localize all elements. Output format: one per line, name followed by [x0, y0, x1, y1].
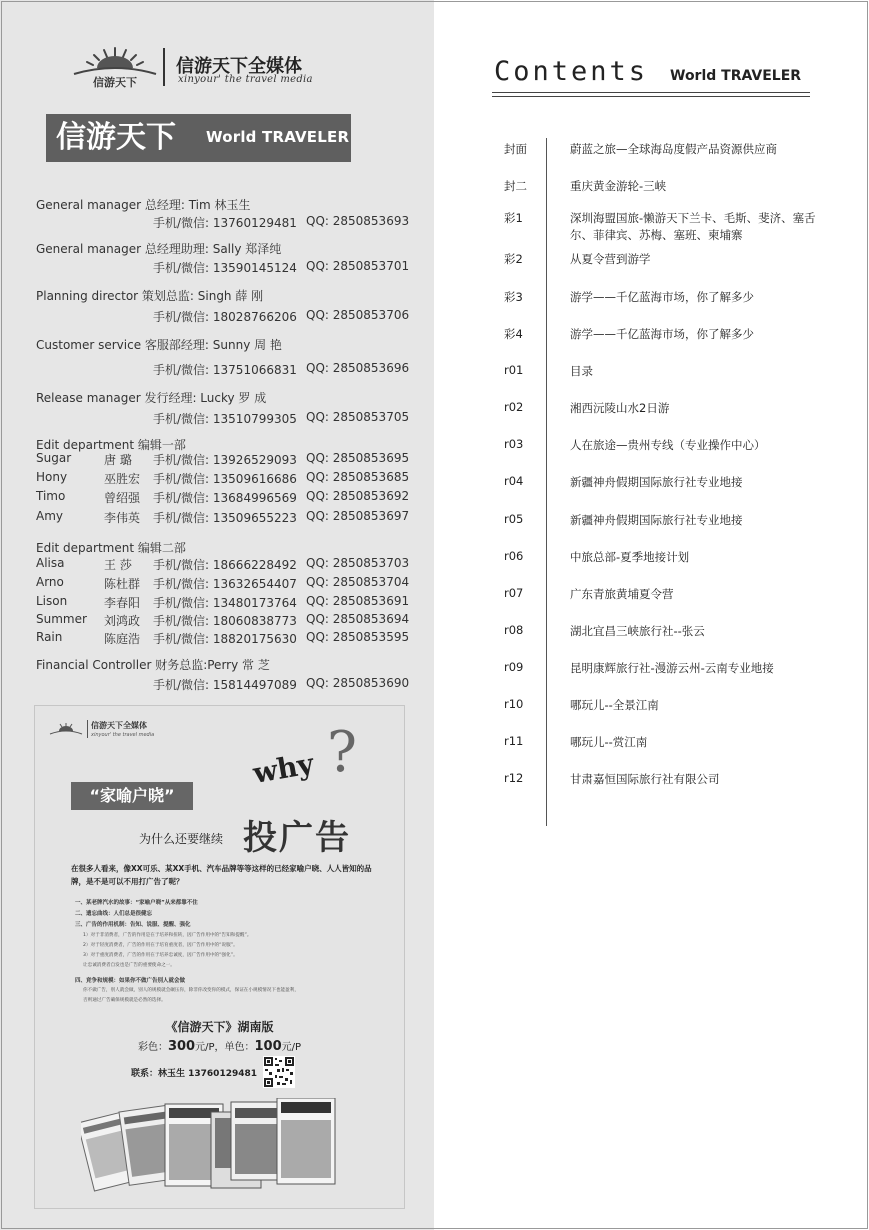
toc-title: 重庆黄金游轮-三峡 — [570, 179, 667, 193]
member-name-en: Alisa — [36, 556, 65, 570]
page-title: Contents — [494, 56, 649, 87]
toc-title: 广东青旅黄埔夏令营 — [570, 587, 674, 601]
ad-sub-point: 你不做广告，别人就会做，别人的规模就会碾压你，除非你改变你的模式，保证在小规模情况下也能盈利， — [83, 988, 299, 993]
member-name-en: Arno — [36, 575, 64, 589]
staff-phone: 手机/微信: 13760129481 — [153, 216, 297, 230]
toc-title: 甘肃嘉恒国际旅行社有限公司 — [570, 772, 720, 786]
member-name-en: Sugar — [36, 451, 72, 465]
staff-contact — [153, 214, 410, 231]
ad-brand-en: xinyour' the travel media — [91, 732, 155, 738]
member-qq: QQ: 2850853685 — [306, 470, 410, 484]
toc-title: 哪玩儿--赏江南 — [570, 735, 648, 749]
member-name-cn: 李伟英 — [104, 511, 141, 525]
member-qq: QQ: 2850853692 — [306, 489, 410, 503]
ad-sub-point: 2）对于轻度消费者，广告的作用在于培育重度者，因广告作用中的“说服”。 — [83, 943, 238, 948]
member-phone: 手机/微信: 18060838773 — [153, 614, 297, 628]
member-name-en: Hony — [36, 470, 68, 484]
toc-page-label: 封二 — [504, 179, 527, 193]
price-mono-value: 100 — [254, 1039, 282, 1054]
staff-role: Planning director 策划总监: Singh 薛 刚 — [36, 289, 264, 303]
ad-headline: 投广告 — [243, 818, 351, 858]
member-phone: 手机/微信: 13926529093 — [153, 453, 297, 467]
question-mark-icon: ? — [327, 720, 358, 785]
member-name-cn: 陈杜群 — [104, 577, 141, 591]
ad-magazine-name: 《信游天下》湖南版 — [165, 1020, 274, 1034]
toc-title: 蔚蓝之旅—全球海岛度假产品资源供应商 — [570, 142, 777, 156]
svg-text:信游天下: 信游天下 — [93, 76, 137, 89]
ad-why-text: why — [250, 746, 317, 791]
member-name-cn: 王 莎 — [104, 558, 132, 572]
toc-title: 新疆神舟假期国际旅行社专业地接 — [570, 475, 743, 489]
member-name-cn: 陈庭浩 — [104, 632, 141, 646]
ad-brand-cn: 信游天下全媒体 — [91, 721, 147, 730]
list-item — [36, 556, 416, 572]
staff-contact — [153, 308, 410, 325]
list-item — [36, 470, 416, 486]
toc-title: 哪玩儿--全景江南 — [570, 698, 659, 712]
toc-page-label: 彩2 — [504, 252, 523, 266]
staff-contact — [153, 676, 410, 693]
price-color-value: 300 — [167, 1039, 196, 1054]
toc-page-label: r05 — [504, 512, 524, 526]
qr-code-icon — [263, 1056, 295, 1088]
staff-qq: QQ: 2850853701 — [306, 259, 410, 273]
staff-phone: 手机/微信: 15814497089 — [153, 678, 297, 692]
toc-page-label: 彩1 — [504, 211, 523, 225]
ad-contact: 联系：林玉生 13760129481 — [131, 1069, 258, 1079]
staff-role: Release manager 发行经理: Lucky 罗 成 — [36, 391, 267, 405]
list-item — [36, 489, 416, 505]
staff-contact — [153, 410, 410, 427]
list-item — [36, 594, 416, 610]
staff-role: General manager 总经理助理: Sally 郑泽纯 — [36, 242, 282, 256]
dept-title: Edit department 编辑二部 — [36, 541, 186, 555]
banner-title-cn: 信游天下 — [56, 120, 176, 155]
divider — [492, 96, 810, 97]
price-unit: 元/P — [281, 1042, 302, 1053]
toc-title: 游学——千亿蓝海市场，你了解多少 — [570, 327, 754, 341]
ad-sub-point: 否则通过广告确保规模就是必然的选择。 — [83, 998, 166, 1003]
ad-sub-point: 3）对于重度消费者，广告的作用在于培养忠诚度，因广告作用中的“强化”。 — [83, 953, 238, 958]
ad-logo-divider — [87, 720, 88, 738]
toc-page-label: r11 — [504, 734, 524, 748]
member-name-cn: 曾绍强 — [104, 491, 141, 505]
ad-point: 二、遗忘曲线：人们总是很健忘 — [75, 911, 153, 917]
toc-page-label: r07 — [504, 586, 524, 600]
member-phone: 手机/微信: 13509655223 — [153, 511, 297, 525]
member-qq: QQ: 2850853694 — [306, 612, 410, 626]
ad-question: 为什么还要继续 — [139, 832, 224, 846]
price-unit: 元/P，单色： — [195, 1042, 255, 1053]
toc-title: 深圳海盟国旅-懒游天下兰卡、毛斯、斐济、塞舌尔、菲律宾、苏梅、塞班、柬埔寨 — [570, 211, 816, 242]
ad-slogan: “家喻户晓” — [71, 782, 193, 810]
member-name-en: Rain — [36, 630, 63, 644]
staff-role: Customer service 客服部经理: Sunny 周 艳 — [36, 338, 282, 352]
member-name-en: Summer — [36, 612, 87, 626]
staff-qq: QQ: 2850853705 — [306, 410, 410, 424]
sun-logo-icon — [49, 722, 83, 738]
title-banner — [46, 114, 351, 162]
toc-page-label: r12 — [504, 771, 524, 785]
staff-contact — [153, 361, 410, 378]
ad-point: 四、竞争和规模：如果你不做广告别人就会做 — [75, 978, 186, 984]
toc-page-label: r03 — [504, 437, 524, 451]
member-phone: 手机/微信: 13480173764 — [153, 596, 297, 610]
list-item — [36, 630, 416, 646]
toc-page-label: r08 — [504, 623, 524, 637]
staff-contact — [153, 259, 410, 276]
member-qq: QQ: 2850853704 — [306, 575, 410, 589]
staff-qq: QQ: 2850853696 — [306, 361, 410, 375]
staff-phone: 手机/微信: 18028766206 — [153, 310, 297, 324]
left-panel — [0, 0, 434, 1230]
member-qq: QQ: 2850853703 — [306, 556, 410, 570]
member-qq: QQ: 2850853691 — [306, 594, 410, 608]
ad-point: 一、某老牌汽水的故事：“家喻户晓”从来都靠不住 — [75, 900, 198, 906]
toc-title: 目录 — [570, 364, 593, 378]
toc-page-label: r09 — [504, 660, 524, 674]
member-name-en: Lison — [36, 594, 68, 608]
member-phone: 手机/微信: 18820175630 — [153, 632, 297, 646]
toc-page-label: r01 — [504, 363, 524, 377]
staff-role: General manager 总经理: Tim 林玉生 — [36, 198, 251, 212]
toc-page-label: r04 — [504, 474, 524, 488]
ad-sub-point: 让忠诚消费者自发也是广告的重要使命之一。 — [83, 963, 175, 968]
banner-title-en: World TRAVELER — [206, 128, 350, 146]
logo-divider — [163, 48, 165, 86]
member-phone: 手机/微信: 13509616686 — [153, 472, 297, 486]
member-name-en: Amy — [36, 509, 63, 523]
brand-name-cn: 信游天下全媒体 — [176, 56, 302, 77]
toc-title: 从夏令营到游学 — [570, 252, 651, 266]
member-qq: QQ: 2850853697 — [306, 509, 410, 523]
staff-qq: QQ: 2850853706 — [306, 308, 410, 322]
dept-title: Edit department 编辑一部 — [36, 438, 186, 452]
ad-sub-point: 1）对于非消费者，广告的作用是在于培养和扭转，因广告作用中的“告知和提醒”。 — [83, 933, 252, 938]
member-name-cn: 李春阳 — [104, 596, 141, 610]
member-name-cn: 巫胜宏 — [104, 472, 141, 486]
list-item — [36, 612, 416, 628]
member-name-cn: 唐 璐 — [104, 453, 132, 467]
magazine-covers-image — [81, 1098, 357, 1198]
staff-phone: 手机/微信: 13590145124 — [153, 261, 297, 275]
staff-role: Financial Controller 财务总监:Perry 常 芝 — [36, 658, 270, 672]
member-phone: 手机/微信: 13632654407 — [153, 577, 297, 591]
brand-name-en: xinyour' the travel media — [178, 74, 313, 85]
member-name-en: Timo — [36, 489, 66, 503]
list-item — [36, 451, 416, 467]
ad-point: 三、广告的作用机制：告知、说服、提醒、强化 — [75, 922, 191, 928]
member-name-cn: 刘鸿政 — [104, 614, 141, 628]
toc-page-label: 彩3 — [504, 290, 523, 304]
toc-title: 中旅总部-夏季地接计划 — [570, 550, 690, 564]
toc-title: 湖北宜昌三峡旅行社--张云 — [570, 624, 705, 638]
toc-title: 昆明康辉旅行社-漫游云州-云南专业地接 — [570, 661, 774, 675]
toc-title: 新疆神舟假期国际旅行社专业地接 — [570, 513, 743, 527]
staff-qq: QQ: 2850853690 — [306, 676, 410, 690]
list-item — [36, 575, 416, 591]
price-color-label: 彩色： — [137, 1042, 168, 1053]
member-qq: QQ: 2850853595 — [306, 630, 410, 644]
list-item — [36, 509, 416, 525]
staff-qq: QQ: 2850853693 — [306, 214, 410, 228]
ad-price — [35, 1038, 404, 1054]
toc-page-label: 封面 — [504, 142, 527, 156]
toc-title: 游学——千亿蓝海市场，你了解多少 — [570, 290, 754, 304]
ad-intro: 在很多人看来，像XX可乐、某XX手机、汽车品牌等等这样的已经家喻户晓、人人皆知的品牌，是不是可以不用打广告了呢？ — [71, 864, 372, 886]
toc-page-label: 彩4 — [504, 327, 523, 341]
advertisement — [34, 705, 405, 1209]
staff-phone: 手机/微信: 13510799305 — [153, 412, 297, 426]
sun-logo-icon — [70, 44, 160, 90]
toc-vertical-rule — [546, 138, 547, 826]
divider — [492, 92, 810, 93]
toc-page-label: r06 — [504, 549, 524, 563]
toc-title: 人在旅途—贵州专线（专业操作中心） — [570, 438, 766, 452]
page-subtitle: World TRAVELER — [670, 68, 802, 84]
toc-title: 湘西沅陵山水2日游 — [570, 401, 670, 415]
toc-page-label: r10 — [504, 697, 524, 711]
member-phone: 手机/微信: 13684996569 — [153, 491, 297, 505]
staff-phone: 手机/微信: 13751066831 — [153, 363, 297, 377]
member-qq: QQ: 2850853695 — [306, 451, 410, 465]
toc-page-label: r02 — [504, 400, 524, 414]
member-phone: 手机/微信: 18666228492 — [153, 558, 297, 572]
